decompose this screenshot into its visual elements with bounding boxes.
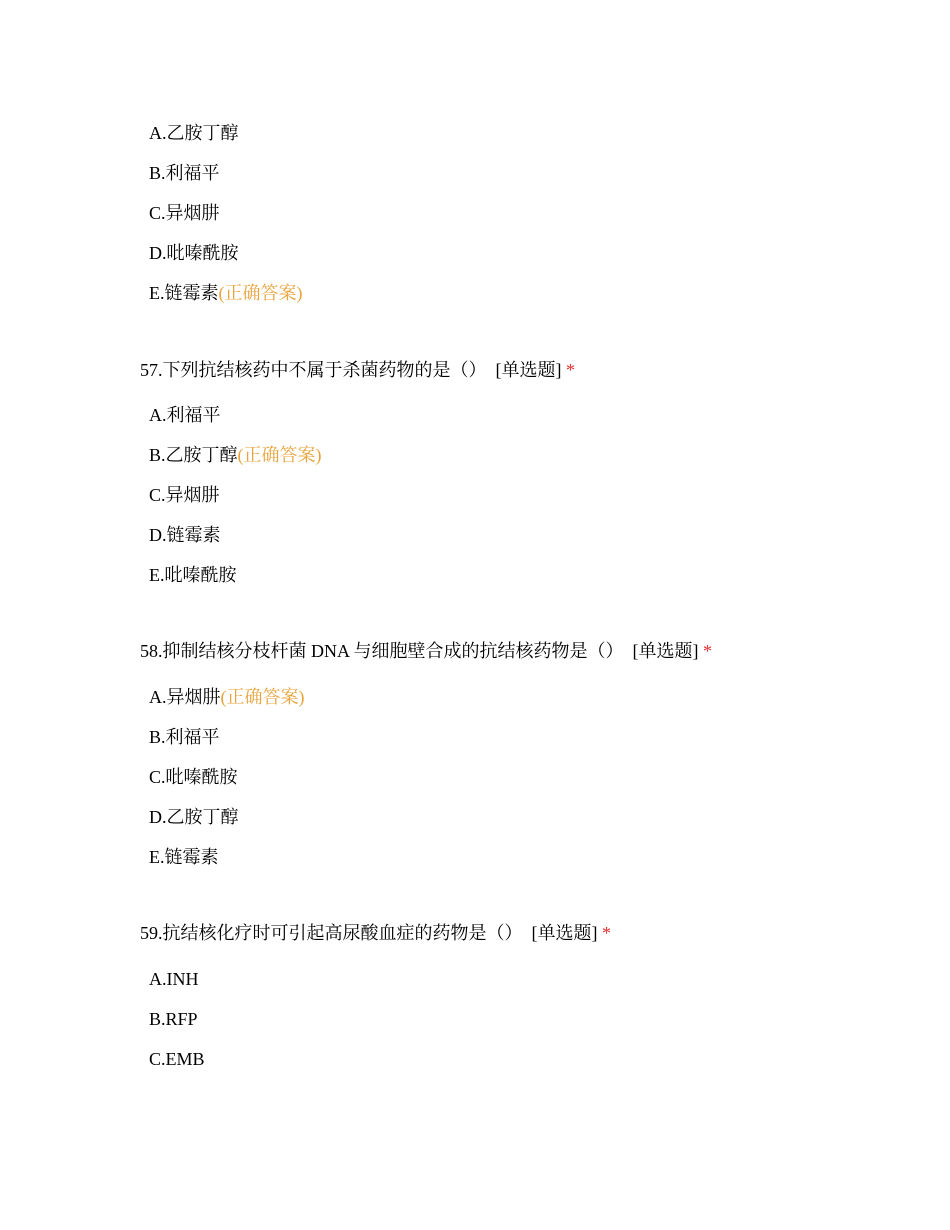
required-mark: * bbox=[703, 641, 713, 661]
option-text: C.异烟肼 bbox=[149, 203, 220, 223]
option-text: D.乙胺丁醇 bbox=[149, 807, 239, 827]
q58-option-c bbox=[149, 765, 238, 789]
option-text: A.异烟肼 bbox=[149, 687, 221, 707]
option-text: C.吡嗪酰胺 bbox=[149, 767, 238, 787]
required-mark: * bbox=[566, 360, 575, 380]
q58-option-e bbox=[149, 845, 219, 869]
q56-option-c bbox=[149, 201, 220, 225]
option-text: B.利福平 bbox=[149, 727, 220, 747]
option-text: D.吡嗪酰胺 bbox=[149, 243, 239, 263]
q57-option-d bbox=[149, 523, 221, 547]
question-text: 58.抑制结核分枝杆菌 DNA 与细胞壁合成的抗结核药物是（） bbox=[140, 641, 624, 661]
question-type: [单选题] bbox=[531, 923, 598, 943]
question-text: 59.抗结核化疗时可引起高尿酸血症的药物是（） bbox=[140, 923, 523, 943]
option-text: D.链霉素 bbox=[149, 525, 221, 545]
q57-option-e bbox=[149, 563, 237, 587]
option-text: E.链霉素 bbox=[149, 283, 219, 303]
q59-option-c bbox=[149, 1047, 205, 1071]
q58-option-d bbox=[149, 805, 239, 829]
required-mark: * bbox=[602, 923, 611, 943]
option-text: A.利福平 bbox=[149, 405, 221, 425]
q58-title bbox=[140, 639, 712, 663]
option-text: B.RFP bbox=[149, 1009, 198, 1029]
option-text: E.吡嗪酰胺 bbox=[149, 565, 237, 585]
q56-option-d bbox=[149, 241, 239, 265]
correct-answer-marker: (正确答案) bbox=[218, 283, 303, 303]
q56-option-b bbox=[149, 161, 220, 185]
q57-option-c bbox=[149, 483, 220, 507]
question-type: [单选题] bbox=[632, 641, 699, 661]
option-text: A.INH bbox=[149, 969, 199, 989]
question-type: [单选题] bbox=[495, 360, 562, 380]
q56-option-e bbox=[149, 281, 303, 305]
correct-answer-marker: (正确答案) bbox=[220, 687, 305, 707]
correct-answer-marker: (正确答案) bbox=[237, 445, 322, 465]
q59-option-b bbox=[149, 1007, 198, 1031]
option-text: B.利福平 bbox=[149, 163, 220, 183]
q59-title bbox=[140, 921, 611, 945]
q58-option-b bbox=[149, 725, 220, 749]
option-text: C.异烟肼 bbox=[149, 485, 220, 505]
option-text: E.链霉素 bbox=[149, 847, 219, 867]
q57-option-b bbox=[149, 443, 322, 467]
option-text: A.乙胺丁醇 bbox=[149, 123, 239, 143]
q56-option-a bbox=[149, 121, 239, 145]
q57-option-a bbox=[149, 403, 221, 427]
q58-option-a bbox=[149, 685, 305, 709]
q57-title bbox=[140, 358, 575, 382]
option-text: B.乙胺丁醇 bbox=[149, 445, 238, 465]
option-text: C.EMB bbox=[149, 1049, 205, 1069]
q59-option-a bbox=[149, 967, 199, 991]
question-text: 57.下列抗结核药中不属于杀菌药物的是（） bbox=[140, 360, 487, 380]
